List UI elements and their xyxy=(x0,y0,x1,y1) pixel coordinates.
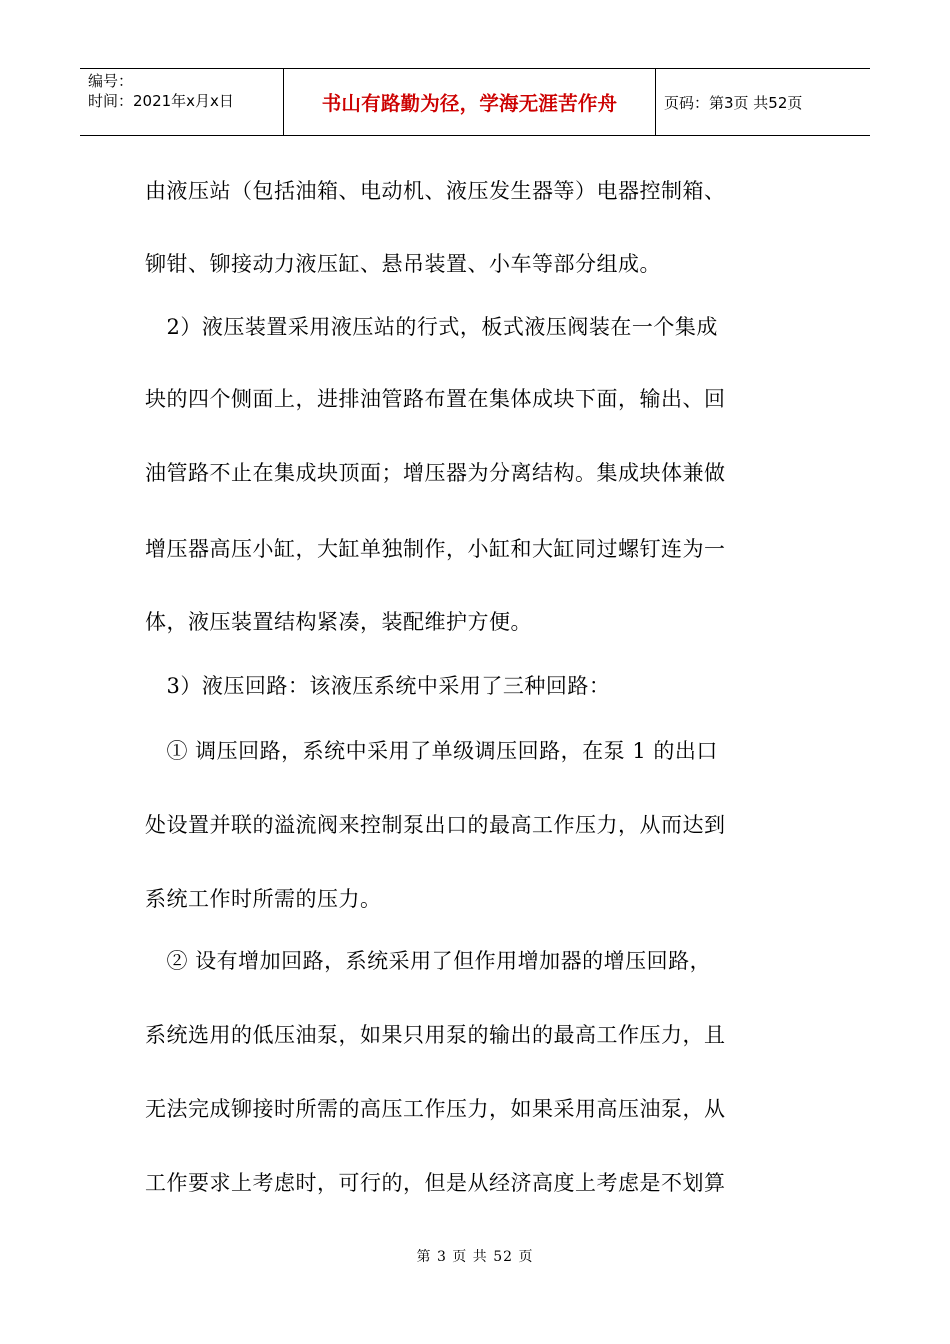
body-line-15: 工作要求上考虑时，可行的，但是从经济高度上考虑是不划算 xyxy=(145,1171,726,1195)
body-line-3: 2）液压装置采用液压站的行式，板式液压阀装在一个集成 xyxy=(145,315,718,339)
body-line-13: 系统选用的低压油泵，如果只用泵的输出的最高工作压力，且 xyxy=(145,1023,726,1047)
body-line-14: 无法完成铆接时所需的高压工作压力，如果采用高压油泵，从 xyxy=(145,1097,726,1121)
header-meta xyxy=(88,71,280,111)
body-line-5: 油管路不止在集成块顶面；增压器为分离结构。集成块体兼做 xyxy=(145,461,726,485)
body-line-10: 处设置并联的溢流阀来控制泵出口的最高工作压力，从而达到 xyxy=(145,813,726,837)
body-line-2: 铆钳、铆接动力液压缸、悬吊装置、小车等部分组成。 xyxy=(145,252,661,276)
body-line-8: 3）液压回路：该液压系统中采用了三种回路： xyxy=(145,674,611,698)
body-line-7: 体，液压装置结构紧凑，装配维护方便。 xyxy=(145,610,532,634)
header-motto: 书山有路勤为径，学海无涯苦作舟 xyxy=(321,92,618,115)
body-line-11: 系统工作时所需的压力。 xyxy=(145,887,382,911)
body-line-1: 由液压站（包括油箱、电动机、液压发生器等）电器控制箱、 xyxy=(145,179,726,203)
document-header xyxy=(80,68,870,136)
body-line-6: 增压器高压小缸，大缸单独制作，小缸和大缸同过螺钉连为一 xyxy=(145,537,726,561)
page-footer: 第 3 页 共 52 页 xyxy=(416,1249,534,1265)
header-number-label: 编号： xyxy=(88,72,134,90)
body-line-4: 块的四个侧面上，进排油管路布置在集体成块下面，输出、回 xyxy=(145,387,726,411)
header-time-label: 时间：2021年x月x日 xyxy=(88,92,234,110)
body-line-9: ① 调压回路，系统中采用了单级调压回路，在泵 1 的出口 xyxy=(145,739,718,763)
body-line-12: ② 设有增加回路，系统采用了但作用增加器的增压回路， xyxy=(145,949,712,973)
header-page-info: 页码：第3页 共52页 xyxy=(664,93,803,112)
header-divider-right xyxy=(655,69,656,135)
